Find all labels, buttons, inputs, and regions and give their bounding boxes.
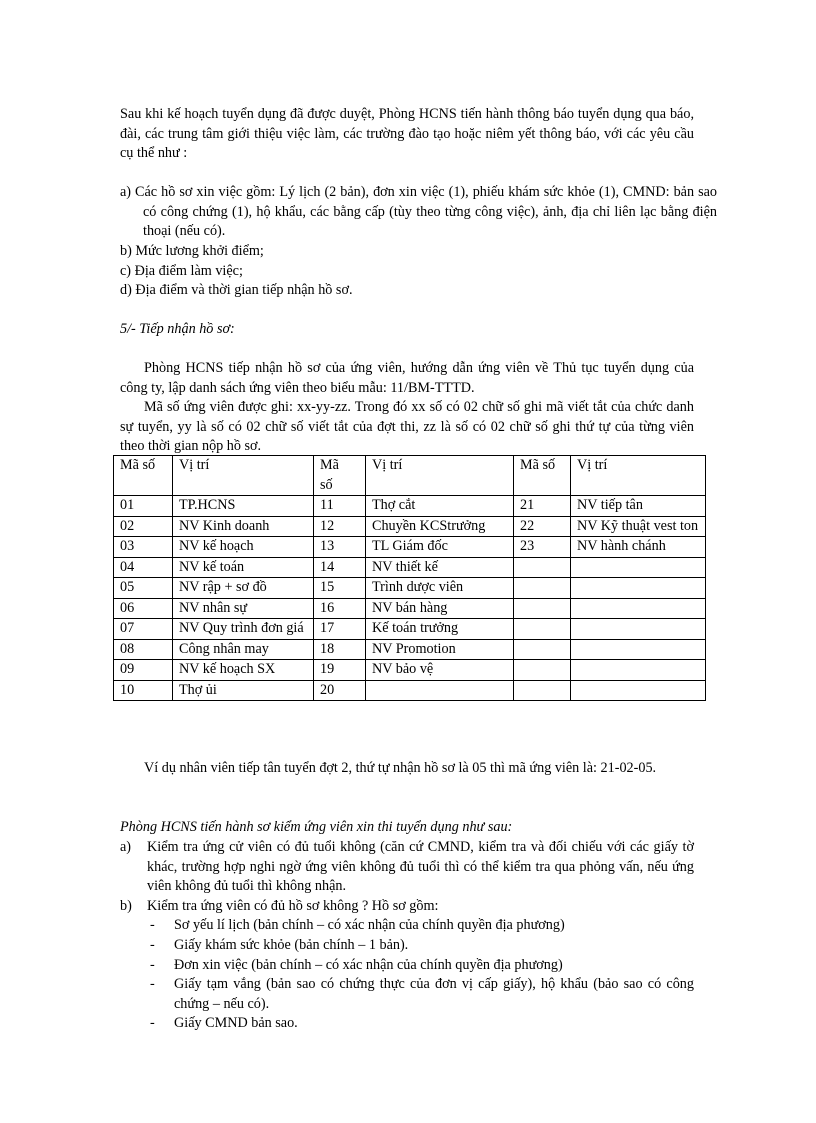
table-cell: [571, 639, 706, 660]
table-cell: NV rập + sơ đồ: [173, 578, 314, 599]
screening-heading: Phòng HCNS tiến hành sơ kiểm ứng viên xin thi tuyển dụng như sau:: [120, 819, 513, 835]
table-cell: 06: [114, 598, 173, 619]
dash-bullet: -: [150, 956, 155, 973]
table-cell: [571, 557, 706, 578]
list-item: [147, 936, 694, 956]
table-cell: NV thiết kế: [366, 557, 514, 578]
table-cell: NV kế toán: [173, 557, 314, 578]
list-item: [147, 916, 694, 936]
table-row: [114, 578, 706, 599]
table-cell: NV bán hàng: [366, 598, 514, 619]
header-position: Vị trí: [173, 456, 314, 496]
table-cell: [571, 598, 706, 619]
table-cell: 14: [314, 557, 366, 578]
table-cell: 01: [114, 496, 173, 517]
table-cell: Kế toán trưởng: [366, 619, 514, 640]
table-row: [114, 660, 706, 681]
requirement-a: a) Các hồ sơ xin việc gồm: Lý lịch (2 bản), đơn xin việc (1), phiếu khám sức khỏe (1), CMND: bản sao có công chứng (1), hộ khẩu, các bằng cấp (tùy theo từng công việc), ảnh, địa chỉ liên lạc bằng điện thoại (nếu có).: [120, 184, 717, 240]
table-cell: 09: [114, 660, 173, 681]
table-header-row: [114, 456, 706, 496]
header-position: Vị trí: [571, 456, 706, 496]
table-cell: TP.HCNS: [173, 496, 314, 517]
table-cell: 13: [314, 537, 366, 558]
table-cell: 11: [314, 496, 366, 517]
table-row: [114, 557, 706, 578]
dash-bullet: -: [150, 936, 155, 953]
table-cell: [514, 680, 571, 701]
header-code: Mã số: [514, 456, 571, 496]
table-cell: 22: [514, 516, 571, 537]
table-cell: NV Kinh doanh: [173, 516, 314, 537]
table-cell: Trình dược viên: [366, 578, 514, 599]
list-item-text: Đơn xin việc (bản chính – có xác nhận của chính quyền địa phương): [174, 956, 563, 973]
table-cell: 07: [114, 619, 173, 640]
header-code: Mã số: [114, 456, 173, 496]
table-cell: 23: [514, 537, 571, 558]
table-cell: [571, 578, 706, 599]
table-cell: 03: [114, 537, 173, 558]
table-row: [114, 598, 706, 619]
dash-bullet: -: [150, 1015, 155, 1032]
receive-paragraph: Phòng HCNS tiếp nhận hồ sơ của ứng viên, hướng dẫn ứng viên về Thủ tục tuyển dụng của công ty, lập danh sách ứng viên theo biểu mẫu: 11/BM-TTTD.: [120, 360, 694, 396]
list-item: [147, 1014, 694, 1034]
required-documents-list: [147, 916, 694, 1034]
table-cell: NV nhân sự: [173, 598, 314, 619]
position-code-table: [113, 455, 706, 701]
table-cell: NV kế hoạch SX: [173, 660, 314, 681]
table-cell: NV kế hoạch: [173, 537, 314, 558]
table-cell: [571, 619, 706, 640]
table-cell: 21: [514, 496, 571, 517]
table-cell: NV hành chánh: [571, 537, 706, 558]
screening-item-text: Kiểm tra ứng viên có đủ hồ sơ không ? Hồ sơ gồm:: [147, 897, 439, 914]
table-cell: [366, 680, 514, 701]
table-row: [114, 639, 706, 660]
table-cell: NV Promotion: [366, 639, 514, 660]
header-position: Vị trí: [366, 456, 514, 496]
screening-list: [120, 838, 694, 1034]
table-cell: 10: [114, 680, 173, 701]
table-cell: [514, 598, 571, 619]
list-item: [147, 956, 694, 976]
list-item-text: Sơ yếu lí lịch (bản chính – có xác nhận của chính quyền địa phương): [174, 917, 565, 934]
screening-item-b: [120, 897, 694, 1034]
table-cell: [514, 557, 571, 578]
screening-item-a: [120, 838, 694, 897]
table-cell: 04: [114, 557, 173, 578]
table-cell: 02: [114, 516, 173, 537]
table-cell: [514, 639, 571, 660]
list-item-text: Giấy tạm vắng (bản sao có chứng thực của đơn vị cấp giấy), hộ khẩu (bảo sao có công chứng – nếu có).: [174, 976, 694, 1012]
table-cell: NV bảo vệ: [366, 660, 514, 681]
table-cell: NV Kỹ thuật vest ton: [571, 516, 706, 537]
table-cell: 16: [314, 598, 366, 619]
list-item-text: Giấy khám sức khỏe (bản chính – 1 bản).: [174, 936, 409, 953]
list-item: [147, 975, 694, 1014]
list-marker: a): [120, 839, 132, 855]
requirement-b: b) Mức lương khởi điểm;: [120, 243, 264, 259]
table-row: [114, 496, 706, 517]
table-cell: Thợ cắt: [366, 496, 514, 517]
table-cell: NV Quy trình đơn giá: [173, 619, 314, 640]
list-marker: b): [120, 897, 132, 914]
table-cell: [571, 680, 706, 701]
table-cell: 15: [314, 578, 366, 599]
table-row: [114, 516, 706, 537]
header-code: Mã số: [314, 456, 366, 496]
table-cell: Chuyền KCStrưởng: [366, 516, 514, 537]
dash-bullet: -: [150, 917, 155, 934]
table-cell: Công nhân may: [173, 639, 314, 660]
table-row: [114, 537, 706, 558]
table-cell: 08: [114, 639, 173, 660]
table-cell: 18: [314, 639, 366, 660]
table-row: [114, 680, 706, 701]
table-cell: [514, 660, 571, 681]
requirement-c: c) Địa điểm làm việc;: [120, 263, 243, 279]
section-5-heading: 5/- Tiếp nhận hồ sơ:: [120, 321, 235, 337]
table-cell: 20: [314, 680, 366, 701]
table-cell: 12: [314, 516, 366, 537]
table-cell: 17: [314, 619, 366, 640]
table-cell: TL Giám đốc: [366, 537, 514, 558]
dash-bullet: -: [150, 976, 155, 993]
list-item-text: Giấy CMND bản sao.: [174, 1015, 298, 1032]
code-paragraph: Mã số ứng viên được ghi: xx-yy-zz. Trong đó xx số có 02 chữ số ghi mã viết tắt của chức danh sự tuyển, yy là số có 02 chữ số viết tắt của đợt thi, zz là số có 02 chữ số ghi thứ tự của từng viên theo thời gian nộp hồ sơ.: [120, 399, 694, 455]
table-cell: [514, 578, 571, 599]
screening-item-text: Kiểm tra ứng cử viên có đủ tuổi không (căn cứ CMND, kiểm tra và đối chiếu với các giấy tờ khác, trường hợp nghi ngờ ứng viên không đủ tuổi thì có thể kiểm tra qua phỏng vấn, nếu ứng viên không đủ tuổi thì không nhận.: [147, 839, 694, 895]
table-cell: 19: [314, 660, 366, 681]
intro-paragraph: Sau khi kế hoạch tuyển dụng đã được duyệt, Phòng HCNS tiến hành thông báo tuyển dụng qua báo, đài, các trung tâm giới thiệu việc làm, các trường đào tạo hoặc niêm yết thông báo, với các yêu cầu cụ thể như :: [120, 106, 694, 162]
requirement-d: d) Địa điểm và thời gian tiếp nhận hồ sơ.: [120, 282, 353, 298]
table-cell: 05: [114, 578, 173, 599]
table-row: [114, 619, 706, 640]
table-cell: NV tiếp tân: [571, 496, 706, 517]
table-cell: [514, 619, 571, 640]
example-paragraph: Ví dụ nhân viên tiếp tân tuyển đợt 2, thứ tự nhận hồ sơ là 05 thì mã ứng viên là: 21-02-05.: [144, 760, 657, 776]
table-cell: [571, 660, 706, 681]
table-cell: Thợ ủi: [173, 680, 314, 701]
